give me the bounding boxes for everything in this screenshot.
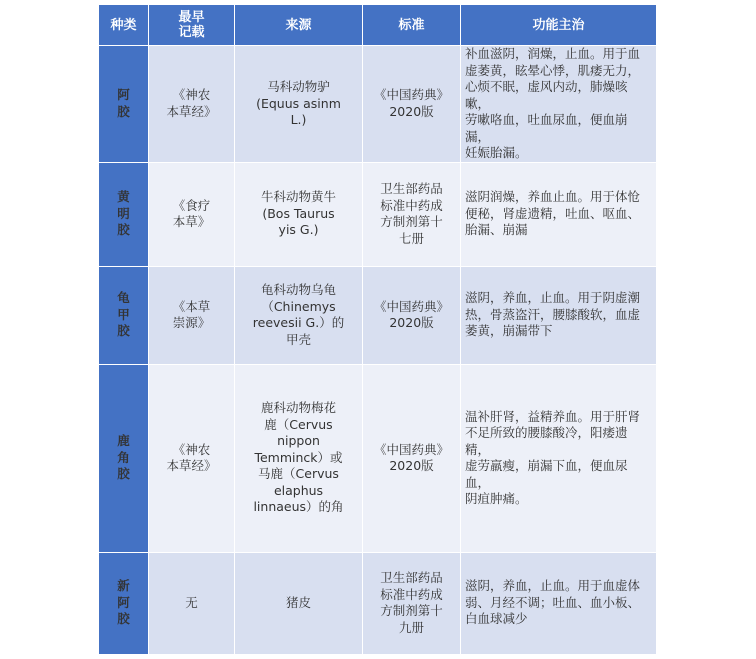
standard-cell-line: 2020版 — [389, 103, 434, 119]
first-record-cell-line: 本草经》 — [166, 458, 217, 473]
kind-cell — [99, 552, 149, 654]
function-cell — [461, 46, 657, 163]
function-cell-line: 劳嗽咯血，吐血尿血，便血崩漏， — [465, 112, 628, 144]
function-cell-line: 妊娠胎漏。 — [465, 145, 528, 160]
function-cell-line: 胎漏、崩漏 — [465, 222, 528, 238]
standard-cell-line: 2020版 — [389, 315, 434, 330]
kind-cell-line: 角 — [117, 449, 130, 465]
function-cell — [461, 266, 657, 364]
kind-cell-line: 阿 — [117, 594, 130, 610]
source-cell-line: 鹿科动物梅花 — [260, 400, 336, 416]
source-cell-line: linnaeus）的角 — [253, 499, 344, 515]
function-cell-line: 温补肝肾，益精养血。用于肝肾 — [465, 408, 641, 424]
kind-cell-line: 胶 — [117, 222, 130, 238]
first-record-cell — [149, 162, 235, 266]
header-first-record — [149, 5, 235, 46]
function-cell — [461, 364, 657, 552]
table-row — [99, 364, 657, 552]
standard-cell — [363, 266, 461, 364]
function-cell-line: 滋阴，养血，止血。用于阴虚潮 — [465, 290, 641, 306]
kind-cell-line: 明 — [117, 205, 130, 221]
header-source: 来源 — [235, 5, 363, 46]
source-cell — [235, 46, 363, 163]
first-record-cell-line: 本草经》 — [166, 103, 217, 119]
first-record-cell — [149, 266, 235, 364]
source-cell-line: 甲壳 — [285, 331, 311, 347]
source-cell-line: 马科动物驴 — [267, 79, 330, 94]
source-cell-line: （Chinemys — [261, 298, 336, 314]
source-cell-line: nippon — [277, 433, 320, 449]
header-kind: 种类 — [99, 5, 149, 46]
first-record-cell-line: 崇源》 — [172, 315, 211, 330]
source-cell-line: elaphus — [273, 482, 324, 498]
standard-cell — [363, 162, 461, 266]
standard-cell-line: 七册 — [398, 230, 424, 246]
first-record-cell-line: 《本草 — [172, 298, 211, 314]
source-cell — [235, 266, 363, 364]
kind-cell-line: 胶 — [117, 611, 130, 627]
first-record-cell-line: 本草》 — [172, 214, 211, 229]
standard-cell-line: 《中国药典》 — [373, 87, 449, 103]
source-cell — [235, 364, 363, 552]
kind-cell-line: 龟 — [117, 290, 130, 306]
table-row — [99, 46, 657, 163]
function-cell-line: 心烦不眠，虚风内动，肺燥咳嗽， — [465, 79, 628, 111]
source-cell-line: reevesii G.）的 — [252, 315, 345, 330]
source-cell-line: 马鹿（Cervus — [258, 466, 339, 482]
function-cell-line: 萎黄，崩漏带下 — [465, 323, 553, 339]
function-cell-line: 滋阴，养血，止血。用于血虚体 — [465, 578, 641, 594]
source-cell — [235, 162, 363, 266]
function-cell-line: 补血滋阴，润燥，止血。用于血 — [465, 46, 641, 61]
standard-cell-line: 2020版 — [389, 458, 434, 473]
function-cell-line: 虚劳羸瘦，崩漏下血，便血尿血， — [465, 458, 628, 490]
first-record-cell — [149, 552, 235, 654]
kind-cell — [99, 162, 149, 266]
kind-cell-line: 新 — [117, 578, 130, 594]
kind-cell-line: 甲 — [117, 306, 130, 322]
function-cell-line: 便秘，肾虚遗精，吐血、呕血、 — [465, 205, 641, 221]
source-cell-line: 猪皮 — [285, 594, 311, 610]
table-row — [99, 266, 657, 364]
standard-cell-line: 卫生部药品 — [380, 570, 443, 585]
standard-cell-line: 《中国药典》 — [373, 441, 449, 457]
header-standard: 标准 — [363, 5, 461, 46]
kind-cell-line: 阿 — [117, 87, 130, 103]
first-record-cell-line: 《神农 — [172, 87, 211, 103]
function-cell-line: 热，骨蒸盗汗，腰膝酸软，血虚 — [465, 306, 641, 322]
first-record-cell-line: 《食疗 — [172, 197, 211, 213]
header-row — [99, 5, 657, 46]
function-cell-line: 白血球减少 — [465, 611, 528, 627]
standard-cell-line: 标准中药成 — [380, 586, 443, 602]
source-cell-line: L.) — [290, 112, 307, 127]
first-record-cell — [149, 364, 235, 552]
header-function: 功能主治 — [461, 5, 657, 46]
first-record-cell-line: 《神农 — [172, 441, 211, 457]
standard-cell-line: 方制剂第十 — [380, 214, 443, 229]
standard-cell-line: 《中国药典》 — [373, 298, 449, 314]
kind-cell-line: 胶 — [117, 466, 130, 482]
source-cell-line: (Equus asinm — [256, 95, 341, 111]
function-cell-line: 虚萎黄，眩晕心悸，肌痿无力， — [465, 62, 641, 78]
source-cell-line: Temminck）或 — [254, 449, 343, 465]
function-cell — [461, 552, 657, 654]
kind-cell-line: 胶 — [117, 323, 130, 339]
header-first-line2: 记载 — [178, 25, 205, 40]
source-cell-line: yis G.) — [278, 222, 319, 238]
header-first-line1: 最早 — [178, 10, 205, 25]
function-cell-line: 阴疽肿痛。 — [465, 491, 528, 506]
standard-cell — [363, 364, 461, 552]
source-cell — [235, 552, 363, 654]
medicine-table — [98, 4, 657, 655]
function-cell-line: 滋阴润燥，养血止血。用于体怆 — [465, 189, 641, 205]
first-record-cell — [149, 46, 235, 163]
table-row — [99, 552, 657, 654]
source-cell-line: 牛科动物黄牛 — [260, 189, 336, 205]
function-cell — [461, 162, 657, 266]
first-record-cell-line: 无 — [185, 594, 198, 610]
kind-cell — [99, 266, 149, 364]
kind-cell — [99, 364, 149, 552]
table-row — [99, 162, 657, 266]
source-cell-line: 龟科动物乌龟 — [260, 282, 336, 297]
kind-cell-line: 胶 — [117, 103, 130, 119]
standard-cell — [363, 46, 461, 163]
standard-cell-line: 卫生部药品 — [380, 181, 443, 196]
standard-cell-line: 标准中药成 — [380, 197, 443, 213]
kind-cell-line: 鹿 — [117, 433, 130, 449]
function-cell-line: 弱、月经不调；吐血、血小板、 — [465, 594, 641, 610]
standard-cell-line: 九册 — [398, 619, 424, 635]
kind-cell — [99, 46, 149, 163]
function-cell-line: 不足所致的腰膝酸冷，阳痿遗精， — [465, 425, 628, 457]
source-cell-line: 鹿（Cervus — [264, 416, 333, 432]
source-cell-line: (Bos Taurus — [262, 205, 335, 221]
kind-cell-line: 黄 — [117, 189, 130, 205]
standard-cell-line: 方制剂第十 — [380, 603, 443, 618]
standard-cell — [363, 552, 461, 654]
